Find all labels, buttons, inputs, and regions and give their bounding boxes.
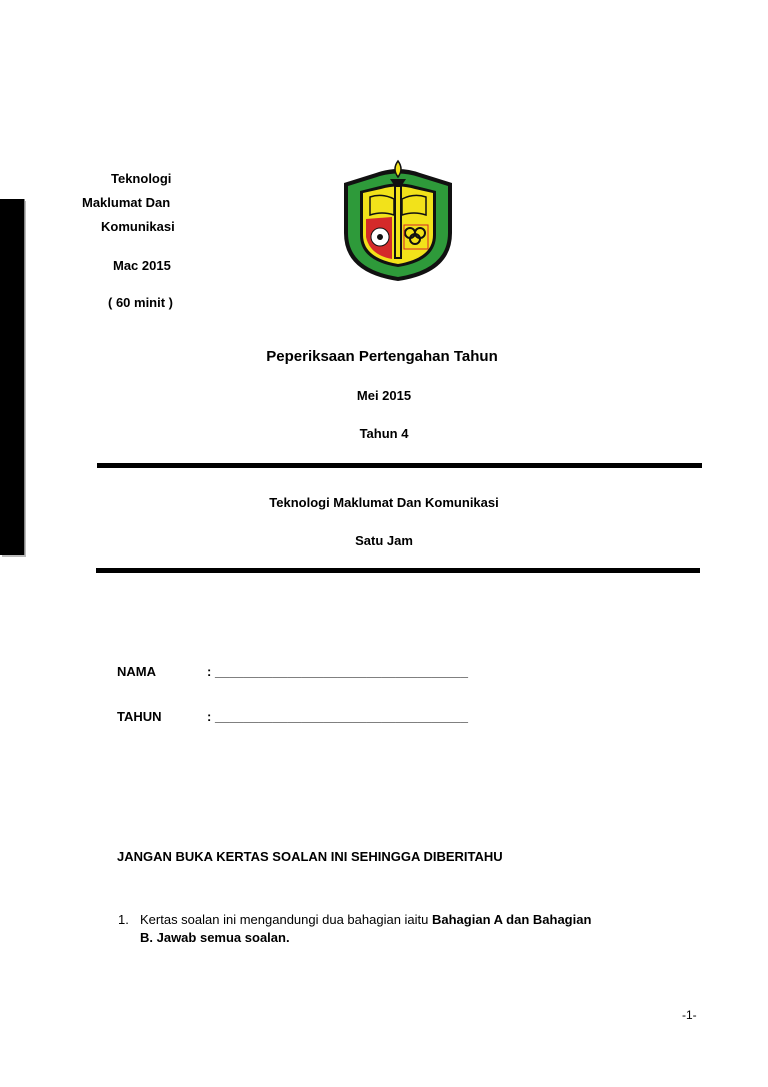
name-field[interactable]: : ___________________________________ [207, 664, 468, 679]
page-number: -1- [682, 1008, 697, 1022]
subject-line-1: Teknologi [111, 171, 172, 186]
year-label: TAHUN [117, 709, 162, 724]
instruction-bold-a: Bahagian A dan Bahagian [432, 912, 592, 927]
name-label: NAMA [117, 664, 156, 679]
subject-line-2: Maklumat Dan [82, 195, 171, 210]
school-logo [336, 155, 460, 285]
year-field[interactable]: : ___________________________________ [207, 709, 468, 724]
exam-time: Satu Jam [355, 533, 413, 548]
instruction-bold-b: B. Jawab semua soalan. [140, 930, 290, 945]
instruction-text: Kertas soalan ini mengandungi dua bahagian iaitu [140, 912, 432, 927]
exam-year: Tahun 4 [359, 426, 409, 441]
school-crest-icon [336, 155, 460, 285]
warning-text: JANGAN BUKA KERTAS SOALAN INI SEHINGGA DIBERITAHU [117, 849, 503, 864]
subject-line-3: Komunikasi [101, 219, 175, 234]
instruction-number: 1. [118, 912, 129, 927]
exam-subject: Teknologi Maklumat Dan Komunikasi [269, 495, 499, 510]
exam-month: Mac 2015 [113, 258, 171, 273]
top-rule [97, 463, 702, 468]
exam-title: Peperiksaan Pertengahan Tahun [266, 348, 498, 365]
bottom-rule [96, 568, 700, 573]
instruction-item-1 [140, 911, 660, 947]
exam-duration: ( 60 minit ) [108, 295, 174, 310]
exam-date: Mei 2015 [356, 388, 412, 403]
